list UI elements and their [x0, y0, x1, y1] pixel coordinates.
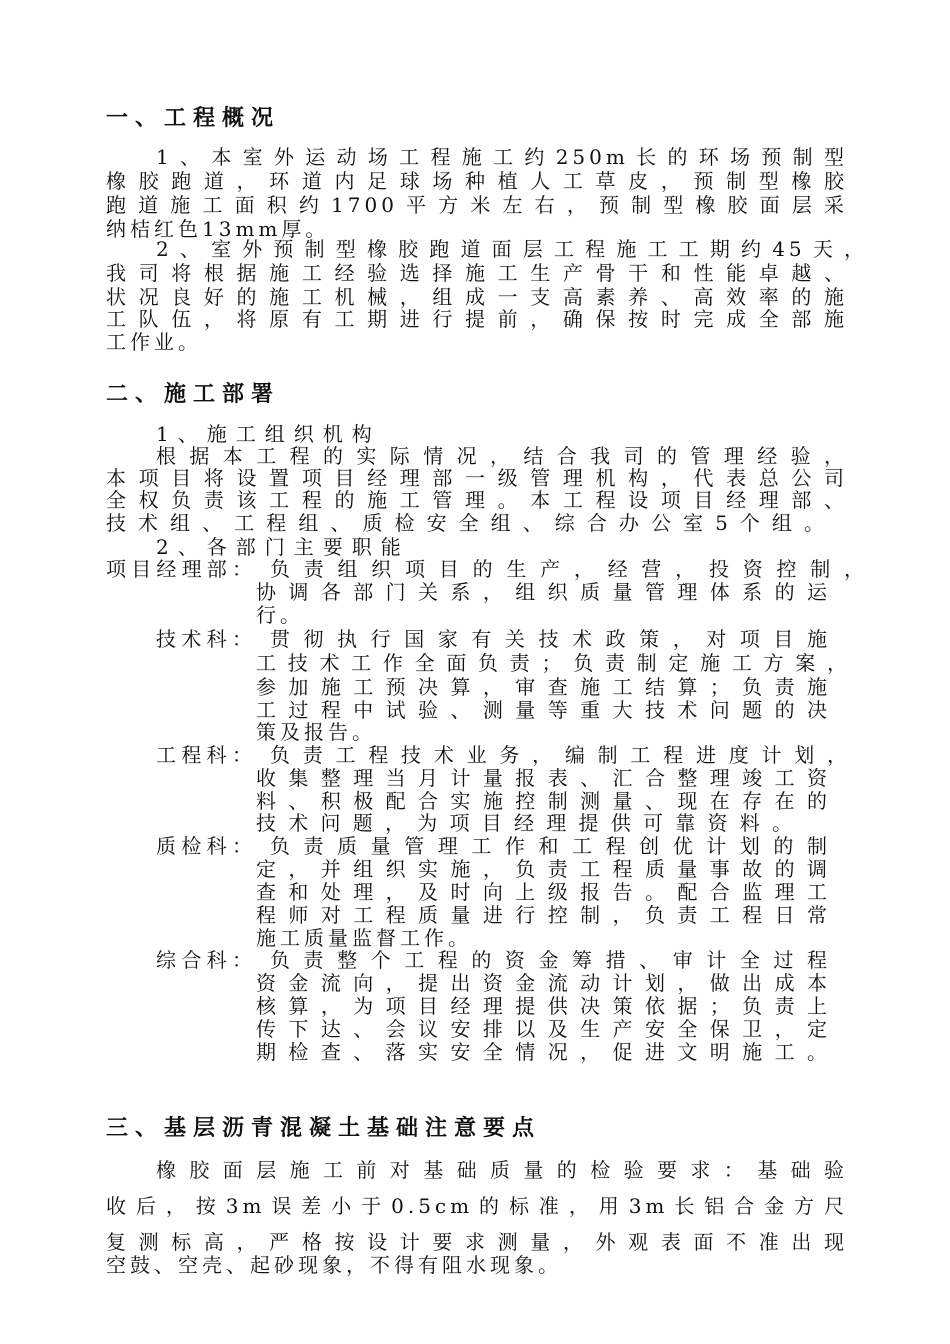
- dept-label: 综合科：: [156, 948, 256, 972]
- body-line: 橡胶面层施工前对基础质量的检验要求：基础验: [156, 1158, 848, 1182]
- subheading: 2、各部门主要职能: [156, 535, 410, 559]
- body-line: 空鼓、空壳、起砂现象，不得有阻水现象。: [106, 1253, 562, 1277]
- dept-line: 程师对工程质量进行控制，负责工程日常: [256, 903, 831, 927]
- body-line: 1、本室外运动场工程施工约250m长的环场预制型: [156, 145, 848, 169]
- body-line: 收后，按3m误差小于0.5cm的标准，用3m长铝合金方尺: [106, 1194, 848, 1218]
- body-line: 工作业。: [106, 330, 202, 354]
- section-heading-3: 三、基层沥青混凝土基础注意要点: [106, 1115, 542, 1141]
- dept-line: 传下达、会议安排以及生产安全保卫，定: [256, 1017, 831, 1041]
- body-line: 本项目将设置项目经理部一级管理机构，代表总公司: [106, 466, 848, 490]
- body-line: 根据本工程的实际情况，结合我司的管理经验，: [156, 444, 848, 468]
- dept-line: 贯彻执行国家有关技术政策，对项目施: [270, 627, 831, 651]
- dept-line: 施工质量监督工作。: [256, 926, 472, 950]
- body-line: 我司将根据施工经验选择施工生产骨干和性能卓越、: [106, 261, 848, 285]
- dept-line: 工技术工作全面负责；负责制定施工方案，: [256, 651, 851, 675]
- dept-line: 核算，为项目经理提供决策依据；负责上: [256, 994, 831, 1018]
- dept-line: 行。: [256, 603, 304, 627]
- dept-label: 项目经理部：: [106, 557, 256, 581]
- dept-line: 技术问题，为项目经理提供可靠资料。: [256, 811, 796, 835]
- section-heading-1: 一、工程概况: [106, 105, 281, 131]
- dept-label: 质检科：: [156, 834, 256, 858]
- dept-line: 期检查、落实安全情况，促进文明施工。: [256, 1040, 831, 1064]
- body-line: 状况良好的施工机械，组成一支高素养、高效率的施: [106, 285, 848, 309]
- body-line: 全权负责该工程的施工管理。本工程设项目经理部、: [106, 488, 848, 512]
- dept-line: 参加施工预决算，审查施工结算；负责施: [256, 675, 831, 699]
- dept-line: 资金流向，提出资金流动计划，做出成本: [256, 971, 831, 995]
- dept-line: 料、积极配合实施控制测量、现在存在的: [256, 789, 831, 813]
- dept-label: 技术科：: [156, 627, 256, 651]
- dept-line: 收集整理当月计量报表、汇合整理竣工资: [256, 766, 831, 790]
- body-line: 纳桔红色13mm厚。: [106, 217, 330, 241]
- dept-line: 工过程中试验、测量等重大技术问题的决: [256, 698, 831, 722]
- body-line: 技术组、工程组、质检安全组、综合办公室5个组。: [106, 511, 828, 535]
- dept-line: 协调各部门关系，组织质量管理体系的运: [256, 580, 831, 604]
- dept-line: 定，并组织实施，负责工程质量事故的调: [256, 857, 831, 881]
- dept-label: 工程科：: [156, 743, 256, 767]
- dept-line: 策及报告。: [256, 720, 376, 744]
- dept-line: 负责质量管理工作和工程创优计划的制: [270, 834, 831, 858]
- dept-line: 负责工程技术业务，编制工程进度计划，: [270, 743, 851, 767]
- dept-line: 负责整个工程的资金筹措、审计全过程: [270, 948, 831, 972]
- body-line: 工队伍，将原有工期进行提前，确保按时完成全部施: [106, 307, 848, 331]
- body-line: 2、室外预制型橡胶跑道面层工程施工工期约45天，: [156, 237, 868, 261]
- body-line: 橡胶跑道，环道内足球场种植人工草皮，预制型橡胶: [106, 169, 848, 193]
- dept-line: 查和处理，及时向上级报告。配合监理工: [256, 880, 831, 904]
- body-line: 复测标高，严格按设计要求测量，外观表面不准出现: [106, 1230, 848, 1254]
- section-heading-2: 二、施工部署: [106, 381, 281, 407]
- subheading: 1、施工组织机构: [156, 422, 381, 446]
- dept-line: 负责组织项目的生产，经营，投资控制，: [270, 557, 868, 581]
- body-line: 跑道施工面积约1700平方米左右，预制型橡胶面层采: [106, 193, 848, 217]
